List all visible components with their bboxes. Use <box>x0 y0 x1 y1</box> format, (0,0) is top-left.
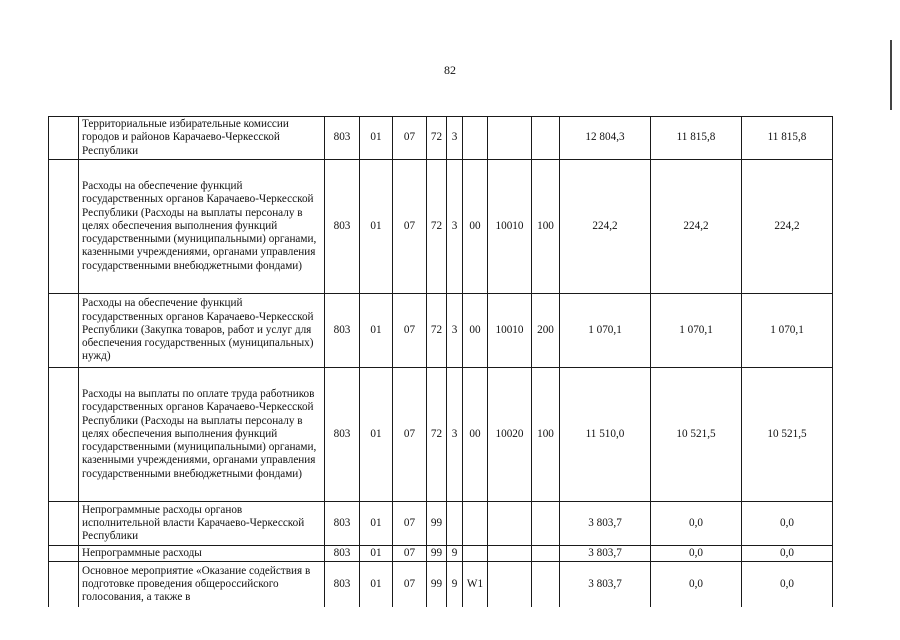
amount-year-1: 224,2 <box>560 160 651 294</box>
row-name: Непрограммные расходы <box>79 546 325 562</box>
code-direction <box>488 546 532 562</box>
code-ministry: 803 <box>325 160 360 294</box>
code-section: 01 <box>360 502 393 546</box>
row-name: Территориальные избирательные комиссии городов и районов Карачаево-Черкесской Республики <box>79 117 325 160</box>
amount-year-1: 1 070,1 <box>560 294 651 368</box>
code-expense-type: 100 <box>532 368 560 502</box>
code-section: 01 <box>360 368 393 502</box>
amount-year-2: 10 521,5 <box>651 368 742 502</box>
code-ministry: 803 <box>325 546 360 562</box>
amount-year-3: 0,0 <box>742 502 833 546</box>
code-subsection: 07 <box>393 502 427 546</box>
row-name: Расходы на обеспечение функций государственных органов Карачаево-Черкесской Республики (Закупка товаров, работ и услуг для обеспечения государственных (муниципальных) нужд) <box>79 294 325 368</box>
code-subsection: 07 <box>393 117 427 160</box>
code-event: 00 <box>463 368 488 502</box>
page-number: 82 <box>444 63 456 77</box>
code-subprogram: 3 <box>447 160 463 294</box>
row-name: Расходы на выплаты по оплате труда работников государственных органов Карачаево-Черкесской Республики (Расходы на выплаты персоналу в целях обеспечения выполнения функций государственными (муниципальными) органами, казенными учреждениями, органами управления государственными внебюджетными фондами) <box>79 368 325 502</box>
table-row <box>49 502 833 546</box>
amount-year-2: 0,0 <box>651 562 742 607</box>
code-subprogram: 3 <box>447 117 463 160</box>
code-program: 99 <box>427 562 447 607</box>
code-ministry: 803 <box>325 117 360 160</box>
row-name: Расходы на обеспечение функций государственных органов Карачаево-Черкесской Республики (Расходы на выплаты персоналу в целях обеспечения выполнения функций государственными (муниципальными) органами, казенными учреждениями, органами управления государственными внебюджетными фондами) <box>79 160 325 294</box>
empty-cell <box>49 117 79 160</box>
code-expense-type: 200 <box>532 294 560 368</box>
empty-cell <box>49 502 79 546</box>
code-event: W1 <box>463 562 488 607</box>
code-subsection: 07 <box>393 546 427 562</box>
code-subprogram: 3 <box>447 368 463 502</box>
empty-cell <box>49 294 79 368</box>
amount-year-1: 12 804,3 <box>560 117 651 160</box>
code-section: 01 <box>360 546 393 562</box>
code-expense-type <box>532 117 560 160</box>
code-section: 01 <box>360 160 393 294</box>
code-expense-type <box>532 502 560 546</box>
code-subsection: 07 <box>393 294 427 368</box>
code-direction: 10010 <box>488 160 532 294</box>
code-program: 72 <box>427 117 447 160</box>
row-name: Основное мероприятие «Оказание содействия в подготовке проведения общероссийского голосования, а также в <box>79 562 325 607</box>
code-subsection: 07 <box>393 562 427 607</box>
code-program: 72 <box>427 294 447 368</box>
code-expense-type: 100 <box>532 160 560 294</box>
table-row <box>49 562 833 607</box>
amount-year-3: 224,2 <box>742 160 833 294</box>
amount-year-3: 1 070,1 <box>742 294 833 368</box>
code-subprogram: 9 <box>447 546 463 562</box>
amount-year-1: 3 803,7 <box>560 502 651 546</box>
code-ministry: 803 <box>325 368 360 502</box>
table-row <box>49 368 833 502</box>
code-subsection: 07 <box>393 368 427 502</box>
empty-cell <box>49 160 79 294</box>
budget-table <box>48 116 833 607</box>
empty-cell <box>49 368 79 502</box>
code-direction: 10020 <box>488 368 532 502</box>
code-event: 00 <box>463 160 488 294</box>
amount-year-3: 0,0 <box>742 562 833 607</box>
table-row <box>49 117 833 160</box>
row-name: Непрограммные расходы органов исполнительной власти Карачаево-Черкесской Республики <box>79 502 325 546</box>
code-section: 01 <box>360 117 393 160</box>
code-section: 01 <box>360 294 393 368</box>
scan-edge-mark <box>890 40 892 110</box>
code-subprogram: 9 <box>447 562 463 607</box>
amount-year-2: 224,2 <box>651 160 742 294</box>
amount-year-3: 10 521,5 <box>742 368 833 502</box>
code-program: 72 <box>427 368 447 502</box>
empty-cell <box>49 546 79 562</box>
code-direction: 10010 <box>488 294 532 368</box>
amount-year-1: 3 803,7 <box>560 562 651 607</box>
amount-year-3: 11 815,8 <box>742 117 833 160</box>
code-direction <box>488 502 532 546</box>
code-subsection: 07 <box>393 160 427 294</box>
amount-year-1: 11 510,0 <box>560 368 651 502</box>
code-subprogram: 3 <box>447 294 463 368</box>
code-event <box>463 502 488 546</box>
amount-year-2: 0,0 <box>651 502 742 546</box>
code-event: 00 <box>463 294 488 368</box>
code-program: 99 <box>427 546 447 562</box>
amount-year-2: 0,0 <box>651 546 742 562</box>
table-row <box>49 294 833 368</box>
code-ministry: 803 <box>325 502 360 546</box>
code-program: 72 <box>427 160 447 294</box>
code-ministry: 803 <box>325 562 360 607</box>
code-expense-type <box>532 546 560 562</box>
empty-cell <box>49 562 79 607</box>
code-ministry: 803 <box>325 294 360 368</box>
code-direction <box>488 117 532 160</box>
amount-year-1: 3 803,7 <box>560 546 651 562</box>
table-row <box>49 546 833 562</box>
code-event <box>463 546 488 562</box>
code-subprogram <box>447 502 463 546</box>
code-direction <box>488 562 532 607</box>
amount-year-2: 11 815,8 <box>651 117 742 160</box>
code-expense-type <box>532 562 560 607</box>
code-event <box>463 117 488 160</box>
table-row <box>49 160 833 294</box>
code-section: 01 <box>360 562 393 607</box>
code-program: 99 <box>427 502 447 546</box>
amount-year-2: 1 070,1 <box>651 294 742 368</box>
amount-year-3: 0,0 <box>742 546 833 562</box>
